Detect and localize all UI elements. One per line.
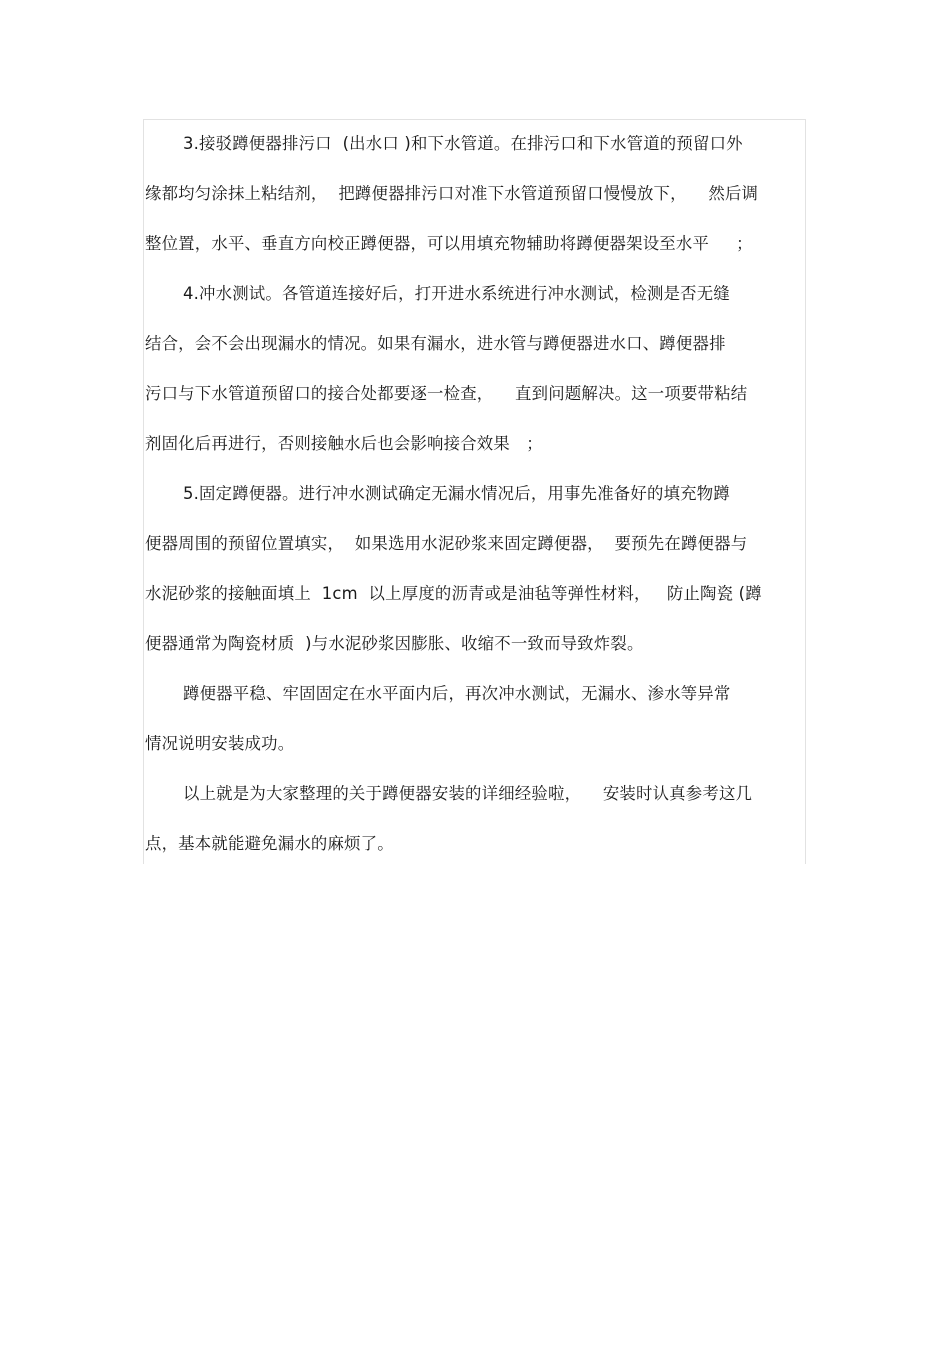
step5-line-3: 水泥砂浆的接触面填上 1cm 以上厚度的沥青或是油毡等弹性材料， 防止陶瓷 (蹲 <box>145 584 762 603</box>
summary-line-1: 以上就是为大家整理的关于蹲便器安装的详细经验啦， 安装时认真参考这几 <box>183 784 753 803</box>
step3-line-3: 整位置，水平、垂直方向校正蹲便器，可以用填充物辅助将蹲便器架设至水平 ； <box>145 234 753 253</box>
step4-line-4: 剂固化后再进行，否则接触水后也会影响接合效果 ； <box>145 434 543 453</box>
step4-line-1: 4.冲水测试。各管道连接好后，打开进水系统进行冲水测试，检测是否无缝 <box>183 284 730 303</box>
step3-line-2: 缘都均匀涂抹上粘结剂， 把蹲便器排污口对准下水管道预留口慢慢放下， 然后调 <box>145 184 759 203</box>
step4-line-3: 污口与下水管道预留口的接合处都要逐一检查， 直到问题解决。这一项要带粘结 <box>145 384 748 403</box>
step5-line-1: 5.固定蹲便器。进行冲水测试确定无漏水情况后，用事先准备好的填充物蹲 <box>183 484 730 503</box>
step3-line-1: 3.接驳蹲便器排污口 (出水口 )和下水管道。在排污口和下水管道的预留口外 <box>183 134 743 153</box>
result-line-1: 蹲便器平稳、牢固固定在水平面内后，再次冲水测试，无漏水、渗水等异常 <box>183 684 731 703</box>
step5-line-2: 便器周围的预留位置填实， 如果选用水泥砂浆来固定蹲便器， 要预先在蹲便器与 <box>145 534 748 553</box>
step5-line-4: 便器通常为陶瓷材质 )与水泥砂浆因膨胀、收缩不一致而导致炸裂。 <box>145 634 644 653</box>
summary-line-2: 点，基本就能避免漏水的麻烦了。 <box>145 834 394 853</box>
result-line-2: 情况说明安装成功。 <box>145 734 295 753</box>
step4-line-2: 结合，会不会出现漏水的情况。如果有漏水，进水管与蹲便器进水口、蹲便器排 <box>145 334 726 353</box>
